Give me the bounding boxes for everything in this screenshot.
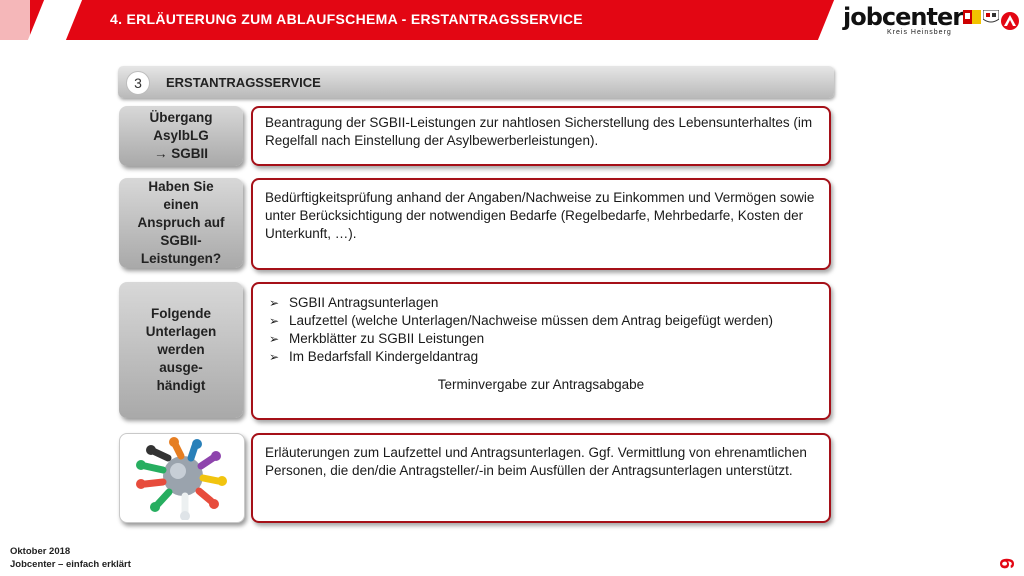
coat-of-arms-icon (963, 10, 981, 24)
content-box-unterlagen (251, 282, 831, 420)
list-item-text: Im Bedarfsfall Kindergeldantrag (289, 349, 479, 364)
unterlagen-list (265, 294, 817, 366)
list-item-text: Laufzettel (welche Unterlagen/Nachweise müssen dem Antrag beigefügt werden) (289, 313, 774, 328)
terminvergabe-line: Terminvergabe zur Antragsabgabe (437, 377, 645, 392)
label-uebergang (119, 106, 243, 166)
people-globe-icon (123, 436, 241, 520)
arrow-bullet-icon: ➢ (269, 332, 280, 346)
content-uebergang-text: Beantragung der SGBII-Leistungen zur nahtlosen Sicherstellung des Lebensunterhaltes (im Regelfall nach Einstellung der Asylbewerberleistungen). (265, 115, 813, 148)
arrow-bullet-icon: ➢ (269, 296, 280, 310)
list-item (265, 348, 817, 366)
footer-subtitle: Jobcenter – einfach erklärt (10, 559, 131, 570)
list-item (265, 294, 817, 312)
label-anspruch (119, 178, 243, 268)
arrow-bullet-icon: ➢ (269, 350, 280, 364)
logo-subtitle: Kreis Heinsberg (887, 29, 952, 36)
label-uebergang-text: Übergang AsylbLG → SGBII (149, 110, 213, 161)
label-anspruch-text: Haben Sie einen Anspruch auf SGBII- Leistungen? (137, 179, 225, 266)
section-label: ERSTANTRAGSSERVICE (166, 75, 321, 90)
logo-word: jobcenter (843, 3, 964, 31)
content-box-anspruch (251, 178, 831, 270)
header-bar (0, 0, 840, 40)
list-item-text: Merkblätter zu SGBII Leistungen (289, 331, 485, 346)
page-number: 6 (995, 557, 1018, 570)
list-item (265, 312, 817, 330)
list-item (265, 330, 817, 348)
content-box-erlaeuterungen (251, 433, 831, 523)
header-accent-stripe (28, 0, 82, 40)
footer-date: Oktober 2018 (10, 546, 71, 557)
content-box-uebergang (251, 106, 831, 166)
slide-footer (10, 545, 131, 571)
slide-title: 4. ERLÄUTERUNG ZUM ABLAUFSCHEMA - ERSTANTRAGSSERVICE (110, 11, 583, 27)
content-anspruch-text: Bedürftigkeitsprüfung anhand der Angaben/Nachweise zu Einkommen und Vermögen sowie unter Berücksichtigung der notwendigen Bedarfe (Regelbedarfe, Mehrbedarfe, Kosten der Unterkunft, …). (265, 190, 815, 241)
arrow-bullet-icon: ➢ (269, 314, 280, 328)
district-crest-icon (983, 10, 999, 25)
label-unterlagen (119, 282, 243, 418)
section-number: 3 (126, 71, 150, 95)
content-erlaeuterungen-text: Erläuterungen zum Laufzettel und Antragsunterlagen. Ggf. Vermittlung von ehrenamtlichen Personen, die den/die Antragsteller/-in beim Ausfüllen der Antragsunterlagen unterstützt. (265, 445, 807, 478)
agentur-arbeit-icon (1001, 12, 1019, 30)
people-globe-image (119, 433, 245, 523)
label-unterlagen-text: Folgende Unterlagen werden ausge- händigt (145, 306, 217, 393)
list-item-text: SGBII Antragsunterlagen (289, 295, 439, 310)
header-accent (0, 0, 30, 40)
jobcenter-logo (843, 5, 1019, 37)
section-header (118, 66, 834, 98)
